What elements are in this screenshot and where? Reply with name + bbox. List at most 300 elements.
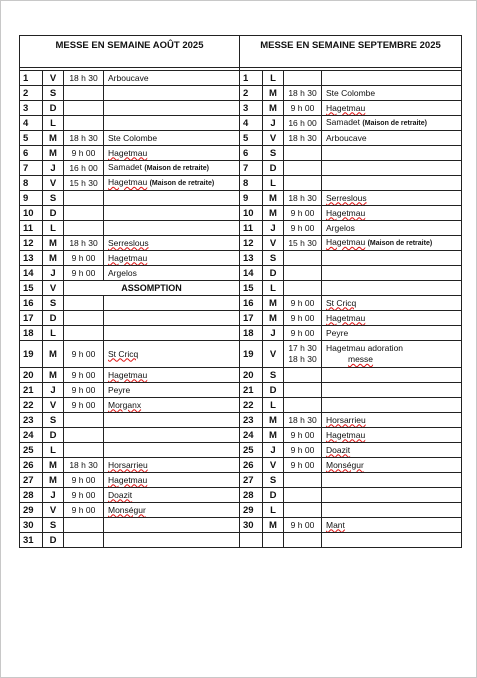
september-mass-time: 18 h 30	[284, 131, 322, 146]
september-empty-cell	[284, 533, 322, 548]
september-weekday-letter: D	[263, 161, 284, 176]
august-day-number: 16	[20, 296, 43, 311]
august-mass-location	[104, 116, 240, 131]
august-location-name: Serreslous	[108, 237, 149, 248]
august-day-number: 28	[20, 488, 43, 503]
september-weekday-letter: M	[263, 191, 284, 206]
september-location-name: Hagetmau	[326, 237, 366, 247]
august-mass-location	[104, 206, 240, 221]
august-mass-time	[64, 326, 104, 341]
august-mass-location	[104, 176, 240, 191]
september-mass-time: 9 h 00	[284, 428, 322, 443]
september-mass-time: 9 h 00	[284, 326, 322, 341]
august-location-name: Horsarrieu	[108, 459, 148, 470]
august-day-number: 1	[20, 71, 43, 86]
table-row	[20, 458, 462, 473]
august-location-name: Ste Colombe	[108, 132, 158, 143]
august-mass-location	[104, 383, 240, 398]
august-day-number: 2	[20, 86, 43, 101]
september-mass-location	[322, 383, 462, 398]
august-mass-location	[104, 311, 240, 326]
september-day-number: 27	[240, 473, 263, 488]
august-day-number: 5	[20, 131, 43, 146]
september-weekday-letter: L	[263, 281, 284, 296]
august-mass-time	[64, 428, 104, 443]
september-location-name: Hagetmau	[326, 312, 366, 323]
august-mass-time	[64, 206, 104, 221]
august-mass-location	[104, 101, 240, 116]
august-weekday-letter: L	[43, 326, 64, 341]
september-day-number: 30	[240, 518, 263, 533]
september-day-number: 19	[240, 341, 263, 368]
september-day-number: 10	[240, 206, 263, 221]
august-day-number: 12	[20, 236, 43, 251]
september-weekday-letter: J	[263, 116, 284, 131]
table-row	[20, 161, 462, 176]
table-row	[20, 326, 462, 341]
august-weekday-letter: S	[43, 413, 64, 428]
september-mass-time	[284, 488, 322, 503]
september-day-number: 6	[240, 146, 263, 161]
august-mass-time: 9 h 00	[64, 251, 104, 266]
september-mass-time	[284, 341, 322, 368]
august-weekday-letter: M	[43, 473, 64, 488]
august-location-name: Peyre	[108, 384, 131, 395]
august-mass-time: 18 h 30	[64, 131, 104, 146]
september-weekday-letter: V	[263, 341, 284, 368]
september-day-number: 15	[240, 281, 263, 296]
august-day-number: 19	[20, 341, 43, 368]
september-mass-time	[284, 503, 322, 518]
august-weekday-letter: M	[43, 341, 64, 368]
september-mass-location	[322, 368, 462, 383]
august-mass-location	[104, 161, 240, 176]
table-row	[20, 116, 462, 131]
august-mass-location	[104, 443, 240, 458]
august-mass-time	[64, 86, 104, 101]
august-location-name: Hagetmau	[108, 252, 148, 263]
august-weekday-letter: J	[43, 161, 64, 176]
august-day-number: 11	[20, 221, 43, 236]
august-day-number: 14	[20, 266, 43, 281]
august-day-number: 18	[20, 326, 43, 341]
september-weekday-letter: J	[263, 326, 284, 341]
september-mass-location	[322, 503, 462, 518]
september-mass-time	[284, 161, 322, 176]
september-weekday-letter: S	[263, 473, 284, 488]
september-mass-location	[322, 518, 462, 533]
august-location-note: (Maison de retraite)	[144, 165, 209, 172]
table-row	[20, 341, 462, 368]
august-weekday-letter: J	[43, 383, 64, 398]
august-weekday-letter: S	[43, 296, 64, 311]
september-mass-location	[322, 311, 462, 326]
september-location-name: Monségur	[326, 459, 364, 470]
august-mass-location	[104, 368, 240, 383]
august-location-name: Argelos	[108, 267, 137, 278]
september-mass-time: 9 h 00	[284, 296, 322, 311]
august-weekday-letter: L	[43, 443, 64, 458]
august-mass-time: 9 h 00	[64, 473, 104, 488]
table-row	[20, 131, 462, 146]
august-location-name: Hagetmau	[108, 474, 148, 485]
august-mass-time: 9 h 00	[64, 488, 104, 503]
september-day-number: 1	[240, 71, 263, 86]
september-mass-time	[284, 398, 322, 413]
september-location-name: Mant	[326, 519, 345, 530]
august-mass-time: 15 h 30	[64, 176, 104, 191]
september-day-number: 11	[240, 221, 263, 236]
september-day-number: 3	[240, 101, 263, 116]
august-weekday-letter: V	[43, 176, 64, 191]
september-day-number: 12	[240, 236, 263, 251]
august-weekday-letter: S	[43, 191, 64, 206]
august-mass-time	[64, 296, 104, 311]
september-weekday-letter: M	[263, 86, 284, 101]
september-weekday-letter: M	[263, 311, 284, 326]
september-location-name: Arboucave	[326, 132, 367, 143]
september-location-name: Hagetmau	[326, 207, 366, 218]
august-mass-time: 9 h 00	[64, 146, 104, 161]
table-row	[20, 518, 462, 533]
table-row	[20, 251, 462, 266]
september-mass-time	[284, 71, 322, 86]
september-day-number: 17	[240, 311, 263, 326]
august-mass-time	[64, 311, 104, 326]
september-day-number: 9	[240, 191, 263, 206]
august-weekday-letter: M	[43, 146, 64, 161]
september-weekday-letter: D	[263, 266, 284, 281]
september-day-number: 28	[240, 488, 263, 503]
september-mass-time: 18 h 30	[284, 86, 322, 101]
august-day-number: 3	[20, 101, 43, 116]
september-mass-location	[322, 326, 462, 341]
september-mass-time	[284, 251, 322, 266]
september-mass-time: 9 h 00	[284, 458, 322, 473]
august-mass-location	[104, 221, 240, 236]
august-weekday-letter: V	[43, 503, 64, 518]
august-location-name: Hagetmau	[108, 147, 148, 158]
table-row	[20, 383, 462, 398]
august-mass-location	[104, 326, 240, 341]
table-header-row	[20, 36, 462, 68]
september-location-note: (Maison de retraite)	[362, 120, 427, 127]
august-weekday-letter: V	[43, 281, 64, 296]
august-location-name: Hagetmau	[108, 369, 148, 380]
table-row	[20, 281, 462, 296]
table-row	[20, 221, 462, 236]
august-day-number: 7	[20, 161, 43, 176]
september-weekday-letter: L	[263, 398, 284, 413]
august-day-number: 22	[20, 398, 43, 413]
september-mass-location	[322, 131, 462, 146]
august-mass-location	[104, 428, 240, 443]
september-day-number: 26	[240, 458, 263, 473]
september-weekday-letter: L	[263, 176, 284, 191]
september-weekday-letter: D	[263, 488, 284, 503]
september-weekday-letter: M	[263, 428, 284, 443]
september-mass-location	[322, 266, 462, 281]
september-day-number: 8	[240, 176, 263, 191]
september-mass-location	[322, 398, 462, 413]
september-weekday-letter: V	[263, 458, 284, 473]
september-day-number: 16	[240, 296, 263, 311]
august-weekday-letter: M	[43, 368, 64, 383]
september-location-name: Doazit	[326, 444, 351, 455]
august-weekday-letter: S	[43, 518, 64, 533]
september-mass-time: 16 h 00	[284, 116, 322, 131]
september-mass-time	[284, 473, 322, 488]
table-row	[20, 176, 462, 191]
table-row	[20, 428, 462, 443]
august-mass-time: 9 h 00	[64, 398, 104, 413]
august-mass-time: 18 h 30	[64, 458, 104, 473]
august-day-number: 17	[20, 311, 43, 326]
august-day-number: 10	[20, 206, 43, 221]
september-location-name: Argelos	[326, 222, 355, 233]
august-weekday-letter: M	[43, 236, 64, 251]
september-mass-location	[322, 221, 462, 236]
september-weekday-letter: M	[263, 413, 284, 428]
august-mass-location	[104, 533, 240, 548]
table-row	[20, 71, 462, 86]
september-mass-time: 18 h 30	[284, 413, 322, 428]
september-mass-location	[322, 236, 462, 251]
september-day-number: 18	[240, 326, 263, 341]
september-mass-time	[284, 368, 322, 383]
september-title: MESSE EN SEMAINE SEPTEMBRE 2025	[240, 36, 462, 68]
september-mass-location	[322, 146, 462, 161]
august-mass-location	[104, 86, 240, 101]
august-weekday-letter: D	[43, 428, 64, 443]
august-weekday-letter: M	[43, 458, 64, 473]
september-mass-time: 9 h 00	[284, 221, 322, 236]
september-mass-location	[322, 71, 462, 86]
september-location-note: (Maison de retraite)	[367, 240, 433, 247]
september-weekday-letter: L	[263, 71, 284, 86]
august-mass-time	[64, 221, 104, 236]
september-mass-time: 9 h 00	[284, 518, 322, 533]
september-location-name: Ste Colombe	[326, 87, 376, 98]
september-mass-location	[322, 101, 462, 116]
august-location-name: Samadet	[108, 162, 143, 172]
august-mass-location	[104, 71, 240, 86]
august-day-number: 13	[20, 251, 43, 266]
table-row	[20, 443, 462, 458]
august-mass-location	[104, 296, 240, 311]
august-mass-location	[104, 266, 240, 281]
september-weekday-letter: M	[263, 101, 284, 116]
august-mass-location	[104, 503, 240, 518]
september-weekday-letter: S	[263, 368, 284, 383]
august-day-number: 23	[20, 413, 43, 428]
september-mass-time	[284, 266, 322, 281]
august-weekday-letter: L	[43, 221, 64, 236]
september-mass-location	[322, 281, 462, 296]
september-mass-location	[322, 413, 462, 428]
september-mass-time	[284, 383, 322, 398]
september-weekday-letter: L	[263, 503, 284, 518]
september-mass-location	[322, 251, 462, 266]
august-mass-location	[104, 251, 240, 266]
august-weekday-letter: J	[43, 488, 64, 503]
september-mass-time-second: 18 h 30	[288, 354, 317, 364]
september-weekday-letter: M	[263, 206, 284, 221]
august-day-number: 15	[20, 281, 43, 296]
september-day-number: 5	[240, 131, 263, 146]
august-weekday-letter: D	[43, 533, 64, 548]
september-location-name: Hagetmau	[326, 429, 366, 440]
august-weekday-letter: L	[43, 116, 64, 131]
september-location-name: Serreslous	[326, 192, 367, 203]
august-mass-time	[64, 518, 104, 533]
september-mass-location	[322, 176, 462, 191]
august-mass-location	[104, 473, 240, 488]
september-mass-time	[284, 146, 322, 161]
september-weekday-letter: S	[263, 146, 284, 161]
september-mass-location	[322, 458, 462, 473]
august-mass-location	[104, 146, 240, 161]
august-location-name: Doazit	[108, 489, 133, 500]
september-mass-location	[322, 488, 462, 503]
august-mass-location	[104, 488, 240, 503]
september-mass-location	[322, 86, 462, 101]
august-day-number: 30	[20, 518, 43, 533]
table-row	[20, 266, 462, 281]
september-day-number: 23	[240, 413, 263, 428]
september-day-number: 25	[240, 443, 263, 458]
august-day-number: 20	[20, 368, 43, 383]
august-mass-time	[64, 191, 104, 206]
september-weekday-letter: M	[263, 296, 284, 311]
september-mass-time: 9 h 00	[284, 311, 322, 326]
august-location-note: (Maison de retraite)	[149, 180, 215, 187]
table-row	[20, 191, 462, 206]
mass-schedule-table	[19, 35, 462, 548]
september-weekday-letter: V	[263, 131, 284, 146]
august-location-name: Morganx	[108, 399, 142, 410]
august-location-name: Hagetmau	[108, 177, 148, 187]
september-mass-time: 9 h 00	[284, 206, 322, 221]
august-weekday-letter: D	[43, 206, 64, 221]
table-row	[20, 368, 462, 383]
august-mass-time: 16 h 00	[64, 161, 104, 176]
august-weekday-letter: S	[43, 86, 64, 101]
table-row	[20, 206, 462, 221]
september-location-name: Horsarrieu	[326, 414, 366, 425]
table-row	[20, 533, 462, 548]
august-weekday-letter: M	[43, 131, 64, 146]
august-day-number: 26	[20, 458, 43, 473]
september-day-number: 4	[240, 116, 263, 131]
august-mass-time: 18 h 30	[64, 236, 104, 251]
september-location-second-line	[326, 354, 459, 365]
table-row	[20, 101, 462, 116]
august-mass-location	[104, 236, 240, 251]
table-row	[20, 296, 462, 311]
september-day-number: 2	[240, 86, 263, 101]
september-day-number: 24	[240, 428, 263, 443]
table-row	[20, 311, 462, 326]
september-location-name: Hagetmau	[326, 102, 366, 113]
september-empty-cell	[263, 533, 284, 548]
september-day-number: 20	[240, 368, 263, 383]
august-mass-time: 9 h 00	[64, 503, 104, 518]
august-weekday-letter: J	[43, 266, 64, 281]
september-day-number: 13	[240, 251, 263, 266]
august-mass-time: 18 h 30	[64, 71, 104, 86]
table-row	[20, 503, 462, 518]
august-mass-time: 9 h 00	[64, 368, 104, 383]
september-weekday-letter: J	[263, 221, 284, 236]
september-location-name: St Cricq	[326, 297, 357, 308]
august-day-number: 8	[20, 176, 43, 191]
august-day-number: 25	[20, 443, 43, 458]
table-row	[20, 398, 462, 413]
september-weekday-letter: D	[263, 383, 284, 398]
september-mass-location	[322, 296, 462, 311]
september-empty-cell	[322, 533, 462, 548]
august-mass-location	[104, 398, 240, 413]
september-mass-location	[322, 161, 462, 176]
september-mass-time: 15 h 30	[284, 236, 322, 251]
august-location-name: Arbоucave	[108, 72, 149, 83]
august-mass-time	[64, 116, 104, 131]
august-weekday-letter: M	[43, 251, 64, 266]
august-mass-time	[64, 413, 104, 428]
august-mass-time	[64, 101, 104, 116]
table-row	[20, 146, 462, 161]
table-row	[20, 473, 462, 488]
september-weekday-letter: V	[263, 236, 284, 251]
september-mass-location	[322, 191, 462, 206]
august-mass-location	[104, 518, 240, 533]
august-weekday-letter: V	[43, 398, 64, 413]
august-weekday-letter: D	[43, 101, 64, 116]
august-day-number: 27	[20, 473, 43, 488]
august-mass-location	[104, 191, 240, 206]
september-mass-location	[322, 341, 462, 368]
august-location-name: St Cricq	[108, 348, 139, 359]
august-weekday-letter: V	[43, 71, 64, 86]
august-day-number: 31	[20, 533, 43, 548]
table-row	[20, 86, 462, 101]
august-day-number: 24	[20, 428, 43, 443]
september-weekday-letter: J	[263, 443, 284, 458]
august-day-number: 29	[20, 503, 43, 518]
table-row	[20, 413, 462, 428]
september-mass-location	[322, 473, 462, 488]
august-day-number: 9	[20, 191, 43, 206]
september-empty-cell	[240, 533, 263, 548]
september-location-first: Hagetmau adoration	[326, 343, 404, 353]
table-row	[20, 236, 462, 251]
august-location-name: Monségur	[108, 504, 146, 515]
august-mass-time: 9 h 00	[64, 383, 104, 398]
august-day-number: 6	[20, 146, 43, 161]
september-mass-location	[322, 116, 462, 131]
september-mass-time: 9 h 00	[284, 101, 322, 116]
september-mass-location	[322, 428, 462, 443]
september-mass-time-first: 17 h 30	[288, 343, 317, 353]
september-weekday-letter: M	[263, 518, 284, 533]
august-title: MESSE EN SEMAINE AOÛT 2025	[20, 36, 240, 68]
august-mass-location	[104, 341, 240, 368]
august-mass-time	[64, 533, 104, 548]
august-holiday-label: ASSOMPTION	[64, 281, 240, 296]
september-mass-time	[284, 281, 322, 296]
august-weekday-letter: D	[43, 311, 64, 326]
